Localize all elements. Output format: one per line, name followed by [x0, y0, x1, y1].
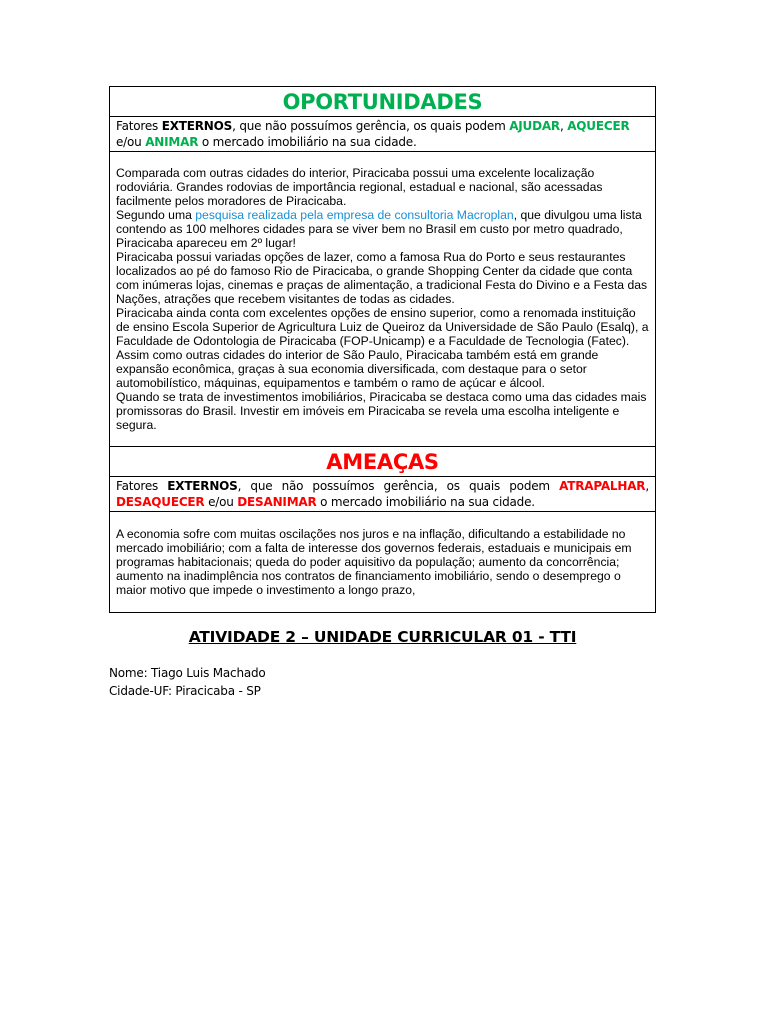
activity-title: ATIVIDADE 2 – UNIDADE CURRICULAR 01 - TTI — [188, 628, 577, 646]
threats-body — [110, 512, 655, 612]
name-line: Nome: Tiago Luis Machado — [109, 666, 266, 680]
opportunities-body — [110, 152, 655, 447]
opportunity-paragraph: Segundo uma pesquisa realizada pela empresa de consultoria Macroplan, que divulgou uma lista contendo as 100 melhores cidades para se viver bem no Brasil em custo por metro quadrado, Piracicaba apareceu em 2º lugar! — [116, 208, 642, 250]
opportunity-paragraph: Assim como outras cidades do interior de São Paulo, Piracicaba também está em grande expansão econômica, graças à sua economia diversificada, com destaque para o setor automobilístico, máquinas, equipamentos e também o ramo de açúcar e álcool. — [116, 348, 599, 390]
opportunities-heading: OPORTUNIDADES — [110, 87, 655, 117]
animar-keyword: ANIMAR — [145, 135, 199, 149]
externos-label: EXTERNOS — [161, 119, 233, 133]
threats-heading: AMEAÇAS — [110, 447, 655, 477]
city-line: Cidade-UF: Piracicaba - SP — [109, 684, 261, 698]
threat-paragraph: A economia sofre com muitas oscilações nos juros e na inflação, dificultando a estabilidade no mercado imobiliário; com a falta de interesse dos governos federais, estaduais e municipais em programas habitacionais; queda do poder aquisitivo da população; aumento da concorrência; aumento na inadimplência nos contratos de financiamento imobiliário, sendo o desemprego o maior motivo que impede o investimento a longo prazo, — [116, 527, 632, 597]
opportunity-paragraph: Quando se trata de investimentos imobiliários, Piracicaba se destaca como uma das cidades mais promissoras do Brasil. Investir em imóveis em Piracicaba se revela uma escolha inteligente e segura. — [116, 390, 647, 432]
atrapalhar-keyword: ATRAPALHAR — [559, 479, 646, 493]
ajudar-keyword: AJUDAR — [509, 119, 560, 133]
aquecer-keyword: AQUECER — [567, 119, 630, 133]
threats-intro: Fatores EXTERNOS, que não possuímos gerência, os quais podem ATRAPALHAR, DESAQUECER e/ou DESANIMAR o mercado imobiliário na sua cidade. — [110, 477, 655, 512]
opportunities-intro: Fatores EXTERNOS, que não possuímos gerência, os quais podem AJUDAR, AQUECER e/ou ANIMAR o mercado imobiliário na sua cidade. — [110, 117, 655, 152]
opportunity-paragraph: Comparada com outras cidades do interior, Piracicaba possui uma excelente localização rodoviária. Grandes rodovias de importância regional, estadual e nacional, são acessadas facilmente pelos moradores de Piracicaba. — [116, 166, 603, 208]
macroplan-link[interactable]: pesquisa realizada pela empresa de consultoria Macroplan — [195, 208, 514, 222]
opportunity-paragraph: Piracicaba ainda conta com excelentes opções de ensino superior, como a renomada instituição de ensino Escola Superior de Agricultura Luiz de Queiroz da Universidade de São Paulo (Esalq), a Faculdade de Odontologia de Piracicaba (FOP-Unicamp) e a Faculdade de Tecnologia (Fatec). — [116, 306, 649, 348]
swot-table — [109, 86, 656, 613]
externos-label: EXTERNOS — [167, 479, 238, 493]
opportunity-paragraph: Piracicaba possui variadas opções de lazer, como a famosa Rua do Porto e seus restaurantes localizados ao pé do famoso Rio de Piracicaba, o grande Shopping Center da cidade que conta com inúmeras lojas, cinemas e praças de alimentação, a tradicional Festa do Divino e a Festa das Nações, atrações que recebem visitantes de todas as cidades. — [116, 250, 648, 306]
desanimar-keyword: DESANIMAR — [237, 495, 317, 509]
desaquecer-keyword: DESAQUECER — [116, 495, 205, 509]
